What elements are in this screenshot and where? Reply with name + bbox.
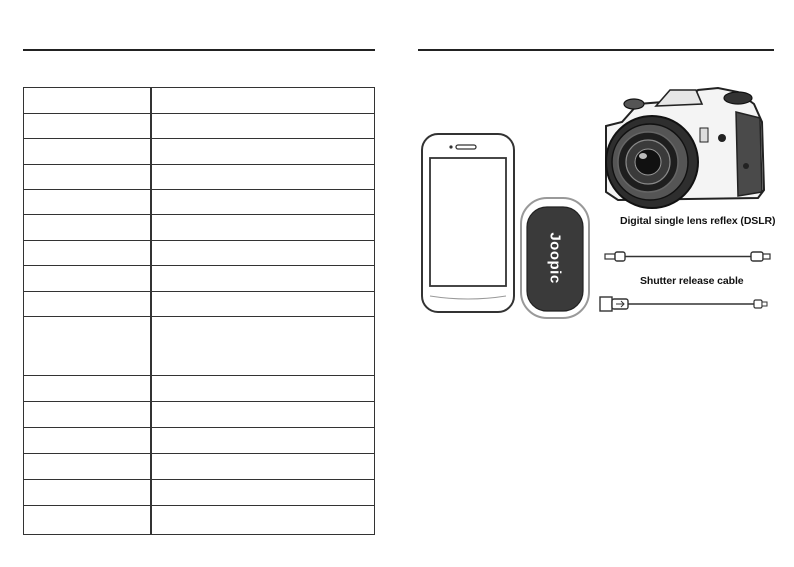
table-row [24,402,374,428]
table-row [24,376,374,402]
shutter-release-cable-illustration [603,248,773,266]
device-brand-label: Joopic [546,232,564,284]
smartphone-illustration [418,130,520,316]
shutter-cable-caption: Shutter release cable [640,275,744,287]
table-row [24,139,374,165]
spec-table [23,87,375,535]
table-row [24,114,374,139]
table-row [24,506,374,534]
table-row [24,428,374,454]
left-page-header-rule [23,49,375,51]
table-row [24,480,374,506]
table-row [24,215,374,241]
table-row [24,454,374,480]
table-row [24,317,374,376]
usb-cable-illustration [598,293,770,315]
table-row [24,165,374,190]
right-page-header-rule [418,49,774,51]
table-row [24,266,374,292]
dslr-camera-illustration [598,82,768,214]
dslr-caption: Digital single lens reflex (DSLR) [620,215,776,227]
table-row [24,292,374,317]
table-row [24,190,374,215]
table-row [24,88,374,114]
table-row [24,241,374,266]
